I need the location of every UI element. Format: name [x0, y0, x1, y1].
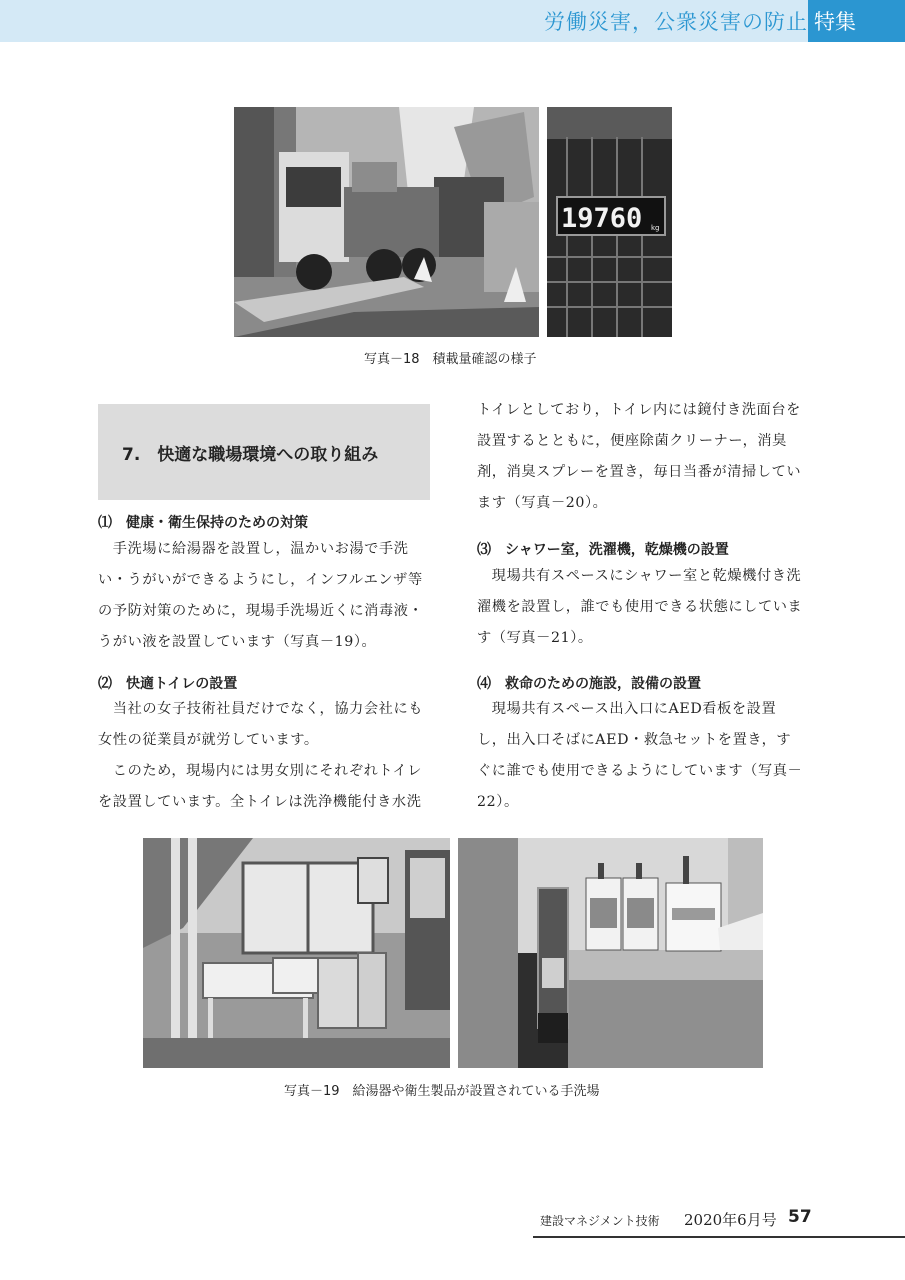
subhead-shower-laundry: ⑶ シャワー室，洗濯機，乾燥機の設置	[477, 542, 729, 558]
photo18-caption: 写真－18 積載量確認の様子	[364, 352, 537, 367]
footer-rule	[533, 1236, 905, 1238]
para-toilet-continued: トイレとしており，トイレ内には鏡付き洗面台を 設置するとともに，便座除菌クリーナー，消臭 剤，消臭スプレーを置き，毎日当番が清掃してい ます（写真－20）。	[477, 402, 802, 511]
subhead-aed: ⑷ 救命のための施設，設備の設置	[477, 676, 701, 692]
feature-title: 労働災害，公衆災害の防止	[544, 10, 808, 34]
photo19-caption: 写真－19 給湯器や衛生製品が設置されている手洗場	[284, 1084, 600, 1099]
subhead-comfort-toilet: ⑵ 快適トイレの設置	[98, 676, 238, 692]
feature-tag: 特集	[808, 0, 905, 42]
para-shower-laundry: 現場共有スペースにシャワー室と乾燥機付き洗 濯機を設置し，誰でも使用できる状態にしていま す（写真－21）。	[477, 568, 803, 646]
para-health-hygiene: 手洗場に給湯器を設置し，温かいお湯で手洗 い・うがいができるようにし，インフルエンザ等 の予防対策のために，現場手洗場近くに消毒液・ うがい液を設置しています（写真－19）。	[98, 541, 424, 650]
subhead-health-hygiene: ⑴ 健康・衛生保持のための対策	[98, 515, 308, 531]
photo-wash-area	[143, 838, 450, 1068]
scale-readout: 19760	[561, 203, 643, 234]
photo-sanitizer	[458, 838, 763, 1068]
footer-publication: 建設マネジメント技術	[540, 1214, 660, 1228]
photo-scale-display	[547, 107, 672, 337]
scale-unit: kg	[651, 224, 660, 232]
photo-truck-loading	[234, 107, 539, 337]
section-title: 7. 快適な職場環境への取り組み	[122, 445, 379, 465]
page-number: 57	[788, 1207, 812, 1227]
para-aed: 現場共有スペース出入口にAED看板を設置 し，出入口そばにAED・救急セットを置き，す ぐに誰でも使用できるようにしています（写真－ 22）。	[477, 701, 803, 810]
footer-issue-date: 2020年6月号	[684, 1211, 777, 1229]
para-comfort-toilet: 当社の女子技術社員だけでなく，協力会社にも 女性の従業員が就労しています。 このため，現場内には男女別にそれぞれトイレ を設置しています。全トイレは洗浄機能付き水洗	[98, 701, 424, 810]
